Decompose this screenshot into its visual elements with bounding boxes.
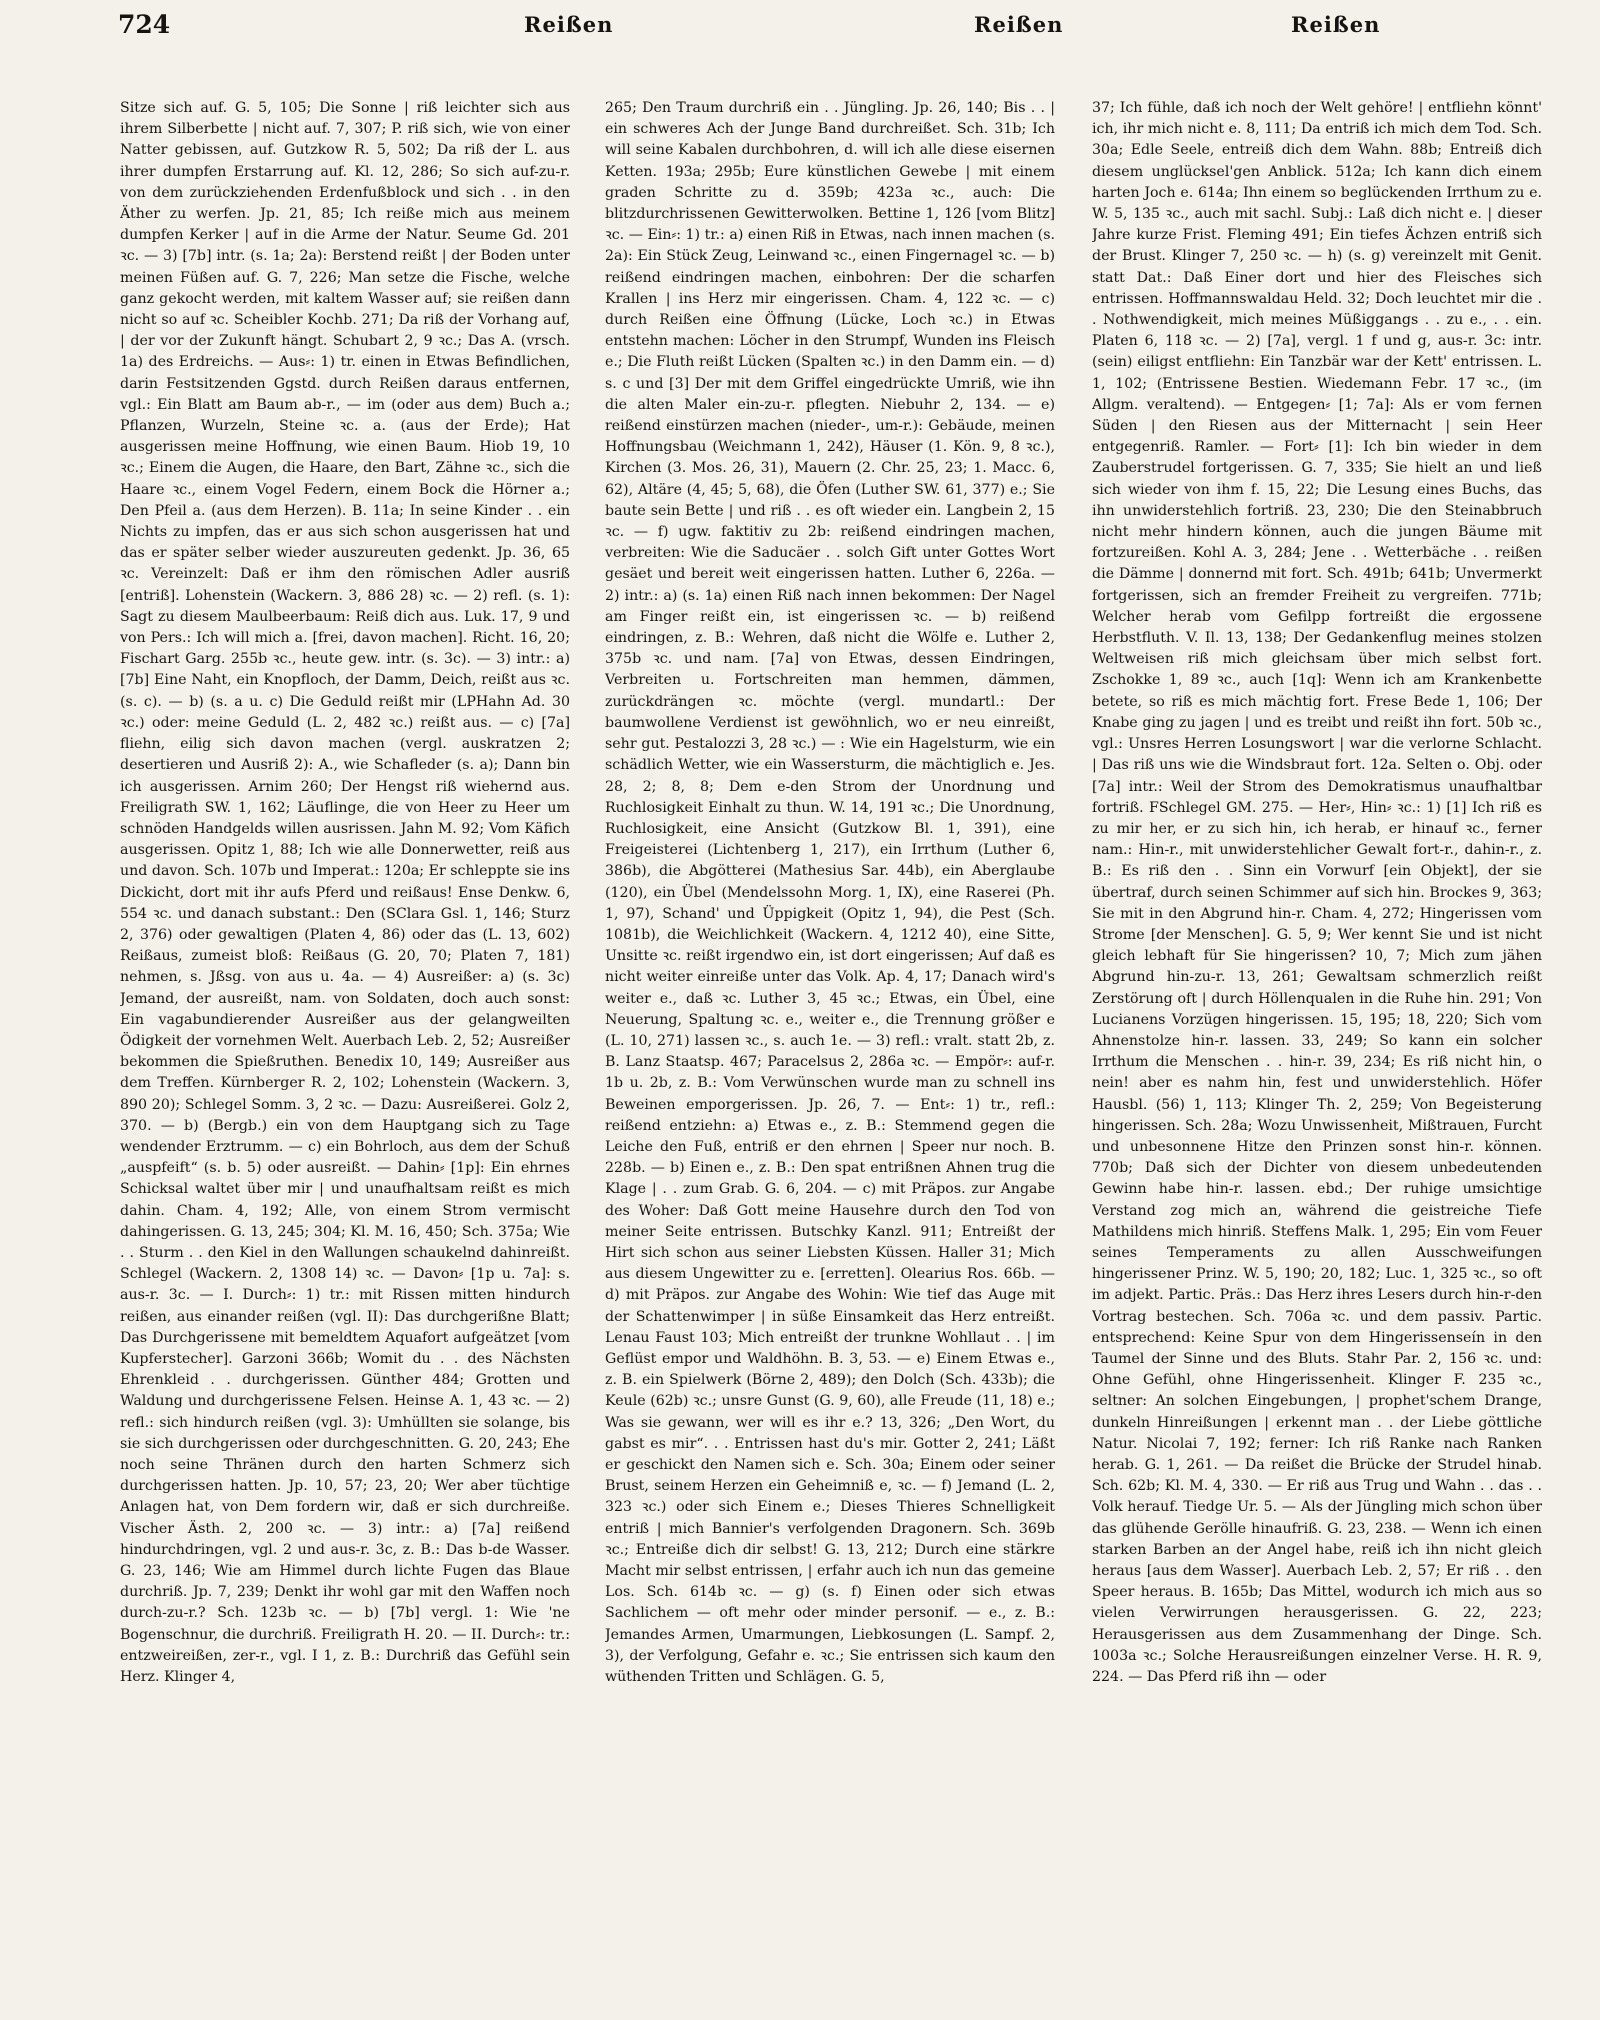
running-headword-left: Reißen xyxy=(524,12,614,37)
column-text: 265; Den Traum durchriß ein . . Jüngling. Jp. 26, 140; Bis . . | ein schweres Ach der Junge Band durchreißet. Sch. 31b; Ich will seine Kabalen durchbohren, d. will ich alle diese eisernen Ketten. 193a; 295b; Eure künstlichen Gewebe | mit einem graden Schritte zu d. 359b; 423a ꝛc., auch: Die blitzdurchrissenen Gewitterwolken. Bettine 1, 126 [vom Blitz] ꝛc. — Ein⸗: 1) tr.: a) einen Riß in Etwas, nach innen machen (s. 2a): Ein Stück Zeug, Leinwand ꝛc., einen Fingernagel ꝛc. — b) reißend eindringen machen, einbohren: Der die scharfen Krallen | ins Herz mir eingerissen. Cham. 4, 122 ꝛc. — c) durch Reißen eine Öffnung (Lücke, Loch ꝛc.) in Etwas entstehn machen: Löcher in den Strumpf, Wunden ins Fleisch e.; Die Fluth reißt Lücken (Spalten ꝛc.) in den Damm ein. — d) s. c und [3] Der mit dem Griffel eingedrückte Umriß, wie ihn die alten Maler ein-zu-r. pflegten. Niebuhr 2, 134. — e) reißend einstürzen machen (nieder-, um-r.): Gebäude, meinen Hoffnungsbau (Weichmann 1, 242), Häuser (1. Kön. 9, 8 ꝛc.), Kirchen (3. Mos. 26, 31), Mauern (2. Chr. 25, 23; 1. Macc. 6, 62), Altäre (4, 45; 5, 68), die Öfen (Luther SW. 61, 377) e.; Sie baute sein Bette | und riß . . es oft wieder ein. Langbein 2, 15 ꝛc. — f) ugw. faktitiv zu 2b: reißend eindringen machen, verbreiten: Wie die Saducäer . . solch Gift unter Gottes Wort gesäet und bereit weit eingerissen hatten. Luther 6, 226a. — 2) intr.: a) (s. 1a) einen Riß nach innen bekommen: Der Nagel am Finger reißt ein, ist eingerissen ꝛc. — b) reißend eindringen, z. B.: Wehren, daß nicht die Wölfe e. Luther 2, 375b ꝛc. und nam. [7a] von Etwas, dessen Eindringen, Verbreiten u. Fortschreiten man hemmen, dämmen, zurückdrängen ꝛc. möchte (vergl. mundartl.: Der baumwollene Verdienst ist gewöhnlich, wo er neu einreißt, sehr gut. Pestalozzi 3, 28 ꝛc.) — : Wie ein Hagelsturm, wie ein schädlich Wetter, wie ein Wassersturm, die mächtiglich e. Jes. 28, 2; 8, 8; Dem e-den Strom der Unordnung und Ruchlosigkeit Einhalt zu thun. W. 14, 191 ꝛc.; Die Unordnung, Ruchlosigkeit, eine Ansicht (Gutzkow Bl. 1, 391), eine Freigeisterei (Lichtenberg 1, 217), ein Irrthum (Luther 6, 386b), die Abgötterei (Mathesius Sar. 44b), ein Aberglaube (120), ein Übel (Mendelssohn Morg. 1, IX), eine Raserei (Ph. 1, 97), Schand' und Üppigkeit (Opitz 1, 94), die Pest (Sch. 1081b), die Weichlichkeit (Wackern. 4, 1212 40), eine Sitte, Unsitte ꝛc. reißt irgendwo ein, ist dort eingerissen; Auf daß es nicht weiter einreiße unter das Volk. Ap. 4, 17; Danach wird's weiter e., daß ꝛc. Luther 3, 45 ꝛc.; Etwas, ein Übel, eine Neuerung, Spaltung ꝛc. e., weiter e., die Trennung größer e (L. 10, 271) lassen ꝛc., s. auch 1e. — 3) refl.: vralt. statt 2b, z. B. Lanz Staatsp. 467; Paracelsus 2, 286a ꝛc. — Empör⸗: auf-r. 1b u. 2b, z. B.: Vom Verwünschen wurde man zu schnell ins Beweinen emporgerissen. Jp. 26, 7. — Ent⸗: 1) tr., refl.: reißend entziehn: a) Etwas e., z. B.: Stemmend gegen die Leiche den Fuß, entriß er den ehrnen | Speer nur noch. B. 228b. — b) Einen e., z. B.: Den spat entrißnen Ahnen trug die Klage | . . zum Grab. G. 6, 204. — c) mit Präpos. zur Angabe des Woher: Daß Gott meine Hausehre durch den Tod von meiner Seite entrissen. Butschky Kanzl. 911; Entreißt der Hirt sich schon aus seiner Liebsten Küssen. Haller 31; Mich aus diesem Ungewitter zu e. [erretten]. Olearius Ros. 66b. — d) mit Präpos. zur Angabe des Wohin: Wie tief das Auge mit der Schattenwimper | in süße Einsamkeit das Herz entreißt. Lenau Faust 103; Mich entreißt der trunkne Wohllaut . . | im Geflüst empor und Waldhöhn. B. 3, 53. — e) Einem Etwas e., z. B. ein Spielwerk (Börne 2, 489); den Dolch (Sch. 433b); die Keule (62b) ꝛc.; unsre Gunst (G. 9, 60), alle Freude (11, 18) e.; Was sie gewann, wer will es ihr e.? 13, 326; „Den Wort, du gabst es mir“. . . Entrissen hast du's mir. Gotter 2, 241; Läßt er geschickt den Namen sich e. Sch. 30a; Einem oder seiner Brust, seinem Herzen ein Geheimniß e, ꝛc. — f) Jemand (L. 2, 323 ꝛc.) oder sich Einem e.; Dieses Thieres Schnelligkeit entriß | mich Bannier's verfolgenden Dragonern. Sch. 369b ꝛc.; Entreiße dich dir selbst! G. 13, 212; Durch eine stärkre Macht mir selbst entrissen, | erfahr auch ich nun das gemeine Los. Sch. 614b ꝛc. — g) (s. f) Einen oder sich etwas Sachlichem — oft mehr oder minder personif. — e., z. B.: Jemandes Armen, Umarmungen, Liebkosungen (L. Sampf. 2, 3), der Verfolgung, Gefahr e. ꝛc.; Sie entrissen sich kaum den wüthenden Tritten und Schlägen. G. 5, xyxy=(605,100,1055,1686)
page-number: 724 xyxy=(118,10,171,39)
running-headword-middle: Reißen xyxy=(974,12,1064,37)
running-headword-right: Reißen xyxy=(1291,12,1381,37)
column-text: 37; Ich fühle, daß ich noch der Welt gehöre! | entfliehn könnt' ich, ihr mich nicht e. 8, 111; Da entriß ich mich dem Tod. Sch. 30a; Edle Seele, entreiß dich dem Wahn. 88b; Entreiß dich diesem unglücksel'gen Anblick. 512a; Ich kann dich einem harten Joch e. 614a; Ihn einem so beglückenden Irrthum zu e. W. 5, 135 ꝛc., auch mit sachl. Subj.: Laß dich nicht e. | dieser Jahre kurze Frist. Fleming 491; Ein tiefes Ächzen entriß sich der Brust. Klinger 7, 250 ꝛc. — h) (s. g) vereinzelt mit Genit. statt Dat.: Daß Einer dort und hier des Fleisches sich entrissen. Hoffmannswaldau Held. 32; Doch leuchtet mir die . . Nothwendigkeit, mich meines Müßiggangs . . zu e., . . ein. Platen 6, 118 ꝛc. — 2) [7a], vergl. 1 f und g, aus-r. 3c: intr. (sein) eiligst entfliehn: Ein Tanzbär war der Kett' entrissen. L. 1, 102; (Entrissene Bestien. Wiedemann Febr. 17 ꝛc., (im Allgm. veraltend). — Entgegen⸗ [1; 7a]: Als er vom fernen Süden | den Riesen aus der Mitternacht | sein Heer entgegenriß. Ramler. — Fort⸗ [1]: Ich bin wieder in dem Zauberstrudel fortgerissen. G. 7, 335; Sie hielt an und ließ sich wieder von ihm f. 15, 22; Die Lesung eines Buchs, das ihn unwiderstehlich fortriß. 23, 230; Die den Steinabbruch nicht mehr hindern können, auch die jungen Bäume mit fortzureißen. Kohl A. 3, 284; Jene . . Wetterbäche . . reißen die Dämme | donnernd mit fort. Sch. 491b; 641b; Unvermerkt fortgerissen, sich an fremder Freiheit zu vergreifen. 771b; Welcher herab vom Gefilpp fortreißt die ergossene Herbstfluth. V. Il. 13, 138; Der Gedankenflug meines stolzen Weltweisen riß mich gleichsam über mich selbst fort. Zschokke 1, 89 ꝛc., auch [1q]: Wenn ich am Krankenbette betete, so riß es mich mächtig fort. Frese Bede 1, 106; Der Knabe ging zu jagen | und es treibt und reißt ihn fort. 50b ꝛc., vgl.: Unsres Herren Losungswort | war die verlorne Schlacht. | Das riß uns wie die Windsbraut fort. 12a. Selten o. Obj. oder [7a] intr.: Weil der Strom des Demokratismus unaufhaltbar fortriß. FSchlegel GM. 275. — Her⸗, Hin⸗ ꝛc.: 1) [1] Ich riß es zu mir her, er zu sich hin, ich herab, er hinauf ꝛc., ferner nam.: Hin-r., mit unwiderstehlicher Gewalt fort-r., dahin-r., z. B.: Es riß den . . Sinn ein Vorwurf [ein Objekt], der sie übertraf, durch seinen Schimmer auf sich hin. Brockes 9, 363; Sie mit in den Abgrund hin-r. Cham. 4, 272; Hingerissen vom Strome [der Menschen]. G. 5, 9; Wer kennt Sie und ist nicht gleich lebhaft für Sie hingerissen? 10, 7; Mich zum jähen Abgrund hin-zu-r. 13, 261; Gewaltsam schmerzlich reißt Zerstörung oft | durch Höllenqualen in die Ruhe hin. 291; Von Lucianens Vorzügen hingerissen. 15, 195; 18, 220; Sich vom Ahnenstolze hin-r. lassen. 33, 249; So kann ein solcher Irrthum die Menschen . . hin-r. 39, 234; Es riß nicht hin, o nein! aber es nahm hin, fest und unwiderstehlich. Höfer Hausbl. (56) 1, 113; Klinger Th. 2, 259; Von Begeisterung hingerissen. Sch. 28a; Wozu Unwissenheit, Mißtrauen, Furcht und unbesonnene Hitze den Prinzen sonst hin-r. können. 770b; Daß sich der Dichter von diesem unbedeutenden Gewinn habe hin-r. lassen. ebd.; Der ruhige umsichtige Verstand zog mich an, während die geistreiche Tiefe Mathildens mich hinriß. Steffens Malk. 1, 295; Ein vom Feuer seines Temperaments zu allen Ausschweifungen hingerissener Prinz. W. 5, 190; 20, 182; Luc. 1, 325 ꝛc., so oft im adjekt. Partic. Präs.: Das Herz ihres Lesers durch hin-r-den Vortrag bestechen. Sch. 706a ꝛc. und dem passiv. Partic. entsprechend: Keine Spur von dem Hingerissenseín in den Taumel der Sinne und des Bluts. Stahr Par. 2, 156 ꝛc. und: Ohne Gefühl, ohne Hingerissenheit. Klinger F. 235 ꝛc., seltner: An solchen Eingebungen, | prophet'schem Drange, dunkeln Hinreißungen | erkennt man . . der Liebe göttliche Natur. Nicolai 7, 192; ferner: Ich riß Ranke nach Ranken herab. G. 1, 261. — Da reißet die Brücke der Strudel hinab. Sch. 62b; Kl. M. 4, 330. — Er riß aus Trug und Wahn . . das . . Volk herauf. Tiedge Ur. 5. — Als der Jüngling mich schon über das glühende Gerölle hinaufriß. G. 23, 238. — Wenn ich einen starken Barben an der Angel habe, reiß ich ihn nicht gleich heraus [aus dem Wasser]. Auerbach Leb. 2, 57; Er riß . . den Speer heraus. B. 165b; Das Mittel, wodurch ich mich aus so vielen Verwirrungen herausgerissen. G. 22, 223; Herausgerissen aus dem Zusammenhang der Dinge. Sch. 1003a ꝛc.; Solche Herausreißungen einzelner Verse. H. R. 9, 224. — Das Pferd riß ihn — oder xyxy=(1092,100,1542,1686)
column-text: Sitze sich auf. G. 5, 105; Die Sonne | riß leichter sich aus ihrem Silberbette | nicht auf. 7, 307; P. riß sich, wie von einer Natter gebissen, auf. Gutzkow R. 5, 502; Da riß der L. aus ihrer dumpfen Erstarrung auf. Kl. 12, 286; So sich auf-zu-r. von dem zurückziehenden Erdenfußblock und sich . . in den Äther zu werfen. Jp. 21, 85; Ich reiße mich aus meinem dumpfen Kerker | auf in die Arme der Natur. Seume Gd. 201 ꝛc. — 3) [7b] intr. (s. 1a; 2a): Berstend reißt | der Boden unter meinen Füßen auf. G. 7, 226; Man setze die Fische, welche ganz gekocht werden, mit kaltem Wasser auf; sie reißen dann nicht so auf ꝛc. Scheibler Kochb. 271; Da riß der Vorhang auf, | der vor der Zukunft hängt. Schubart 2, 9 ꝛc.; Das A. (vrsch. 1a) des Erdreichs. — Aus⸗: 1) tr. einen in Etwas Befindlichen, darin Festsitzenden Ggstd. durch Reißen daraus entfernen, vgl.: Ein Blatt am Baum ab-r., — im (oder aus dem) Buch a.; Pflanzen, Wurzeln, Steine ꝛc. a. (aus der Erde); Hat ausgerissen meine Hoffnung, wie einen Baum. Hiob 19, 10 ꝛc.; Einem die Augen, die Haare, den Bart, Zähne ꝛc., sich die Haare ꝛc., einem Vogel Federn, einem Bock die Hörner a.; Den Pfeil a. (aus dem Herzen). B. 11a; In seine Kinder . . ein Nichts zu impfen, das er aus sich schon ausgerissen hat und das er später selber wieder auszureuten gedenkt. Jp. 36, 65 ꝛc. Vereinzelt: Daß er ihm den römischen Adler ausriß [entriß]. Lohenstein (Wackern. 3, 886 28) ꝛc. — 2) refl. (s. 1): Sagt zu diesem Maulbeerbaum: Reiß dich aus. Luk. 17, 9 und von Pers.: Ich will mich a. [frei, davon machen]. Richt. 16, 20; Fischart Garg. 255b ꝛc., heute gew. intr. (s. 3c). — 3) intr.: a) [7b] Eine Naht, ein Knopfloch, der Damm, Deich, reißt aus ꝛc. (s. c). — b) (s. a u. c) Die Geduld reißt mir (LPHahn Ad. 30 ꝛc.) oder: meine Geduld (L. 2, 482 ꝛc.) reißt aus. — c) [7a] fliehn, eilig sich davon machen (vergl. auskratzen 2; desertieren und Ausriß 2): A., wie Schafleder (s. a); Dann bin ich ausgerissen. Arnim 260; Der Hengst riß wiehernd aus. Freiligrath SW. 1, 162; Läuflinge, die von Heer zu Heer um schnöden Handgelds willen ausrissen. Jahn M. 92; Vom Käfich ausgerissen. Opitz 1, 88; Ich wie alle Donnerwetter, reiß aus und davon. Sch. 107b und Imperat.: 120a; Er schleppte sie ins Dickicht, dort mit ihr aufs Pferd und reißaus! Ense Denkw. 6, 554 ꝛc. und danach substant.: Den (SClara Gsl. 1, 146; Sturz 2, 376) oder gewaltigen (Platen 4, 86) oder das (L. 13, 602) Reißaus, zumeist bloß: Reißaus (G. 20, 70; Platen 7, 181) nehmen, s. Jßsg. von aus u. 4a. — 4) Ausreißer: a) (s. 3c) Jemand, der ausreißt, nam. von Soldaten, doch auch sonst: Ein vagabundierender Ausreißer aus der gelangweilten Ödigkeit der vornehmen Welt. Auerbach Leb. 2, 52; Ausreißer bekommen die Spießruthen. Benedix 10, 149; Ausreißer aus dem Treffen. Kürnberger R. 2, 102; Lohenstein (Wackern. 3, 890 20); Schlegel Somm. 3, 2 ꝛc. — Dazu: Ausreißerei. Golz 2, 370. — b) (Bergb.) ein von dem Hauptgang sich zu Tage wendender Erztrumm. — c) ein Bohrloch, aus dem der Schuß „auspfeift“ (s. b. 5) oder ausreißt. — Dahin⸗ [1p]: Ein ehrnes Schicksal waltet über mir | und unaufhaltsam reißt es mich dahin. Cham. 4, 192; Alle, von einem Strom vermischt dahingerissen. G. 13, 245; 304; Kl. M. 16, 450; Sch. 375a; Wie . . Sturm . . den Kiel in den Wallungen schaukelnd dahinreißt. Schlegel (Wackern. 2, 1308 14) ꝛc. — Davon⸗ [1p u. 7a]: s. aus-r. 3c. — I. Durch⸗: 1) tr.: mit Rissen mitten hindurch reißen, aus einander reißen (vgl. II): Das durchgerißne Blatt; Das Durchgerissene mit bemeldtem Aquafort aufgeätzet [vom Kupferstecher]. Garzoni 366b; Womit du . . des Nächsten Ehrenkleid . . durchgerissen. Günther 484; Grotten und Waldung und durchgerissene Felsen. Heinse A. 1, 43 ꝛc. — 2) refl.: sich hindurch reißen (vgl. 3): Umhüllten sie solange, bis sie sich durchgerissen oder durchgeschnitten. G. 20, 243; Ehe noch seine Thränen durch den harten Schmerz sich durchgerissen hatten. Jp. 10, 57; 23, 20; Wer aber tüchtige Anlagen hat, von Dem fordern wir, daß er sich durchreiße. Vischer Ästh. 2, 200 ꝛc. — 3) intr.: a) [7a] reißend hindurchdringen, vgl. 2 und aus-r. 3c, z. B.: Das b-de Wasser. G. 23, 146; Wie am Himmel durch lichte Fugen das Blaue durchriß. Jp. 7, 239; Denkt ihr wohl gar mit den Waffen noch durch-zu-r.? Sch. 123b ꝛc. — b) [7b] vergl. 1: Wie 'ne Bogenschnur, die durchriß. Freiligrath H. 20. — II. Durch⸗: tr.: entzweireißen, zer-r., vgl. I 1, z. B.: Durchriß das Gefühl sein Herz. Klinger 4, xyxy=(120,100,570,1686)
text-column-right xyxy=(1092,98,1542,1978)
text-column-left xyxy=(120,98,570,1978)
text-column-middle xyxy=(605,98,1055,1978)
page-header xyxy=(118,10,1566,68)
